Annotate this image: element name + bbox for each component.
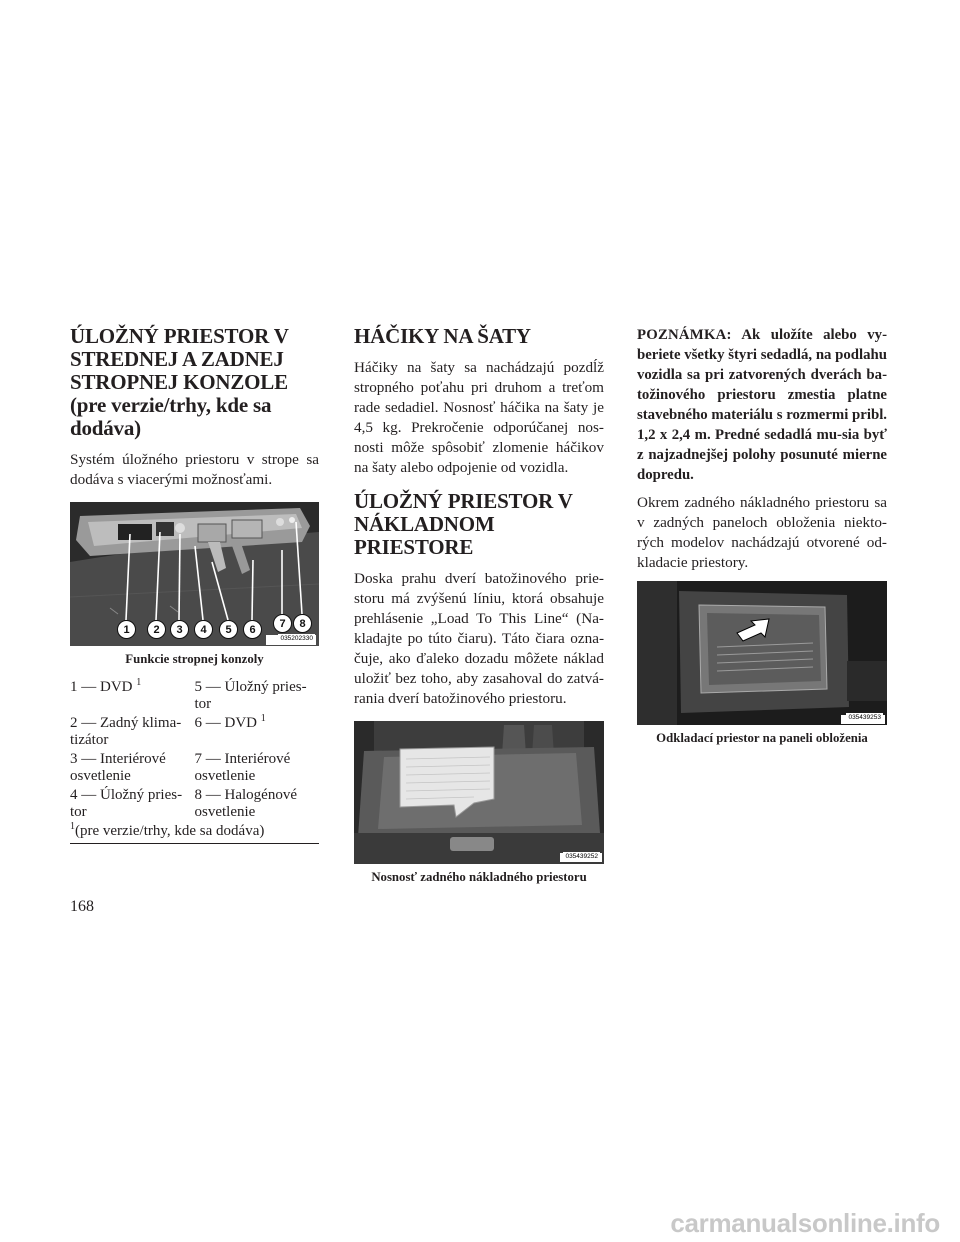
legend-item: 8 — Halogénové osvetlenie (194, 787, 297, 820)
legend-item: 1 — DVD $^1$ (70, 677, 142, 695)
column-overhead-console (70, 325, 319, 844)
legend-row (70, 751, 319, 787)
section-heading: HÁČIKY NA ŠATY (354, 324, 531, 348)
callout-3: 3 (170, 620, 189, 639)
callout-5: 5 (219, 620, 238, 639)
legend-footnote-row (70, 823, 319, 844)
page-number: 168 (70, 898, 94, 915)
legend-item: 5 — Úložný pries-tor (194, 679, 307, 712)
legend-table (70, 679, 319, 844)
column-hooks-cargo (354, 325, 604, 897)
overhead-console-figure (70, 502, 319, 646)
callout-8: 8 (293, 614, 312, 633)
callout-2: 2 (147, 620, 166, 639)
cargo-area-illustration (354, 721, 604, 864)
callout-7: 7 (273, 614, 292, 633)
legend-item: 2 — Zadný klima-tizátor (70, 715, 182, 748)
note-text: Ak uložíte alebo vy-beriete všetky štyri sedadlá, na podlahu vozidla sa pri zatvorených dverách ba-tožinového priestoru zmestia platne stavebného materiálu s rozmermi pribl. 1,2 x 2,4 m. Predné sedadlá mu-sia byť z najzadnejšej polohy posunuté mierne dopredu. (637, 327, 888, 483)
note-label: POZNÁMKA: (637, 327, 732, 343)
legend-row (70, 715, 319, 751)
figure-caption: Odkladací priestor na paneli obloženia (656, 731, 868, 745)
legend-row (70, 787, 319, 823)
note-paragraph (637, 325, 887, 485)
paragraph: Doska prahu dverí batožinového prie-storu má zvýšenú líniu, ktorá obsahuje prehlásenie „Load To This Line“ (Na-kladajte po túto čiaru). Táto čiara ozna-čuje, ako ďaleko dozadu môžete náklad uložiť bez toho, aby zasahoval do zatvá-rania dverí batožinového priestoru. (354, 570, 604, 707)
figure-code: 035202330 (280, 635, 313, 642)
figure-caption: Funkcie stropnej konzoly (125, 652, 264, 666)
callout-4: 4 (194, 620, 213, 639)
paragraph: Systém úložného priestoru v strope sa dodáva s viacerými možnosťami. (70, 451, 319, 488)
callout-6: 6 (243, 620, 262, 639)
figure-code: 035439252 (565, 853, 598, 860)
legend-item: 4 — Úložný pries-tor (70, 787, 183, 820)
section-heading: ÚLOŽNÝ PRIESTOR V NÁKLADNOM PRIESTORE (354, 489, 573, 559)
legend-item: 7 — Interiérové osvetlenie (194, 751, 291, 784)
legend-item: 6 — DVD $^1$ (194, 713, 266, 731)
legend-footnote: $^1$(pre verzie/trhy, kde sa dodáva) (70, 821, 265, 839)
legend-item: 3 — Interiérové osvetlenie (70, 751, 166, 784)
figure-caption: Nosnosť zadného nákladného priestoru (371, 870, 587, 884)
callout-1: 1 (117, 620, 136, 639)
cargo-area-figure (354, 721, 604, 864)
trim-panel-bin-illustration (637, 581, 887, 725)
figure-code: 035439253 (848, 714, 881, 721)
paragraph: Okrem zadného nákladného priestoru sa v zadných paneloch obloženia niekto-rých modelov nachádzajú otvorené od-kladacie priestory. (637, 494, 887, 571)
watermark[interactable]: carmanualsonline.info (670, 1208, 940, 1238)
legend-row (70, 679, 319, 715)
trim-panel-bin-figure (637, 581, 887, 725)
section-heading: ÚLOŽNÝ PRIESTOR V STREDNEJ A ZADNEJ STROPNEJ KONZOLE (pre verzie/trhy, kde sa dodáva) (70, 324, 289, 440)
column-note-bin (637, 325, 887, 758)
paragraph: Háčiky na šaty sa nachádzajú pozdĺž stropného poťahu pri druhom a treťom rade sedadiel. Nosnosť háčika na šaty je 4,5 kg. Prekročenie odporúčanej nos-nosti môže spôsobiť zlomenie háčikov na šaty alebo odpojenie od vozidla. (354, 359, 604, 476)
